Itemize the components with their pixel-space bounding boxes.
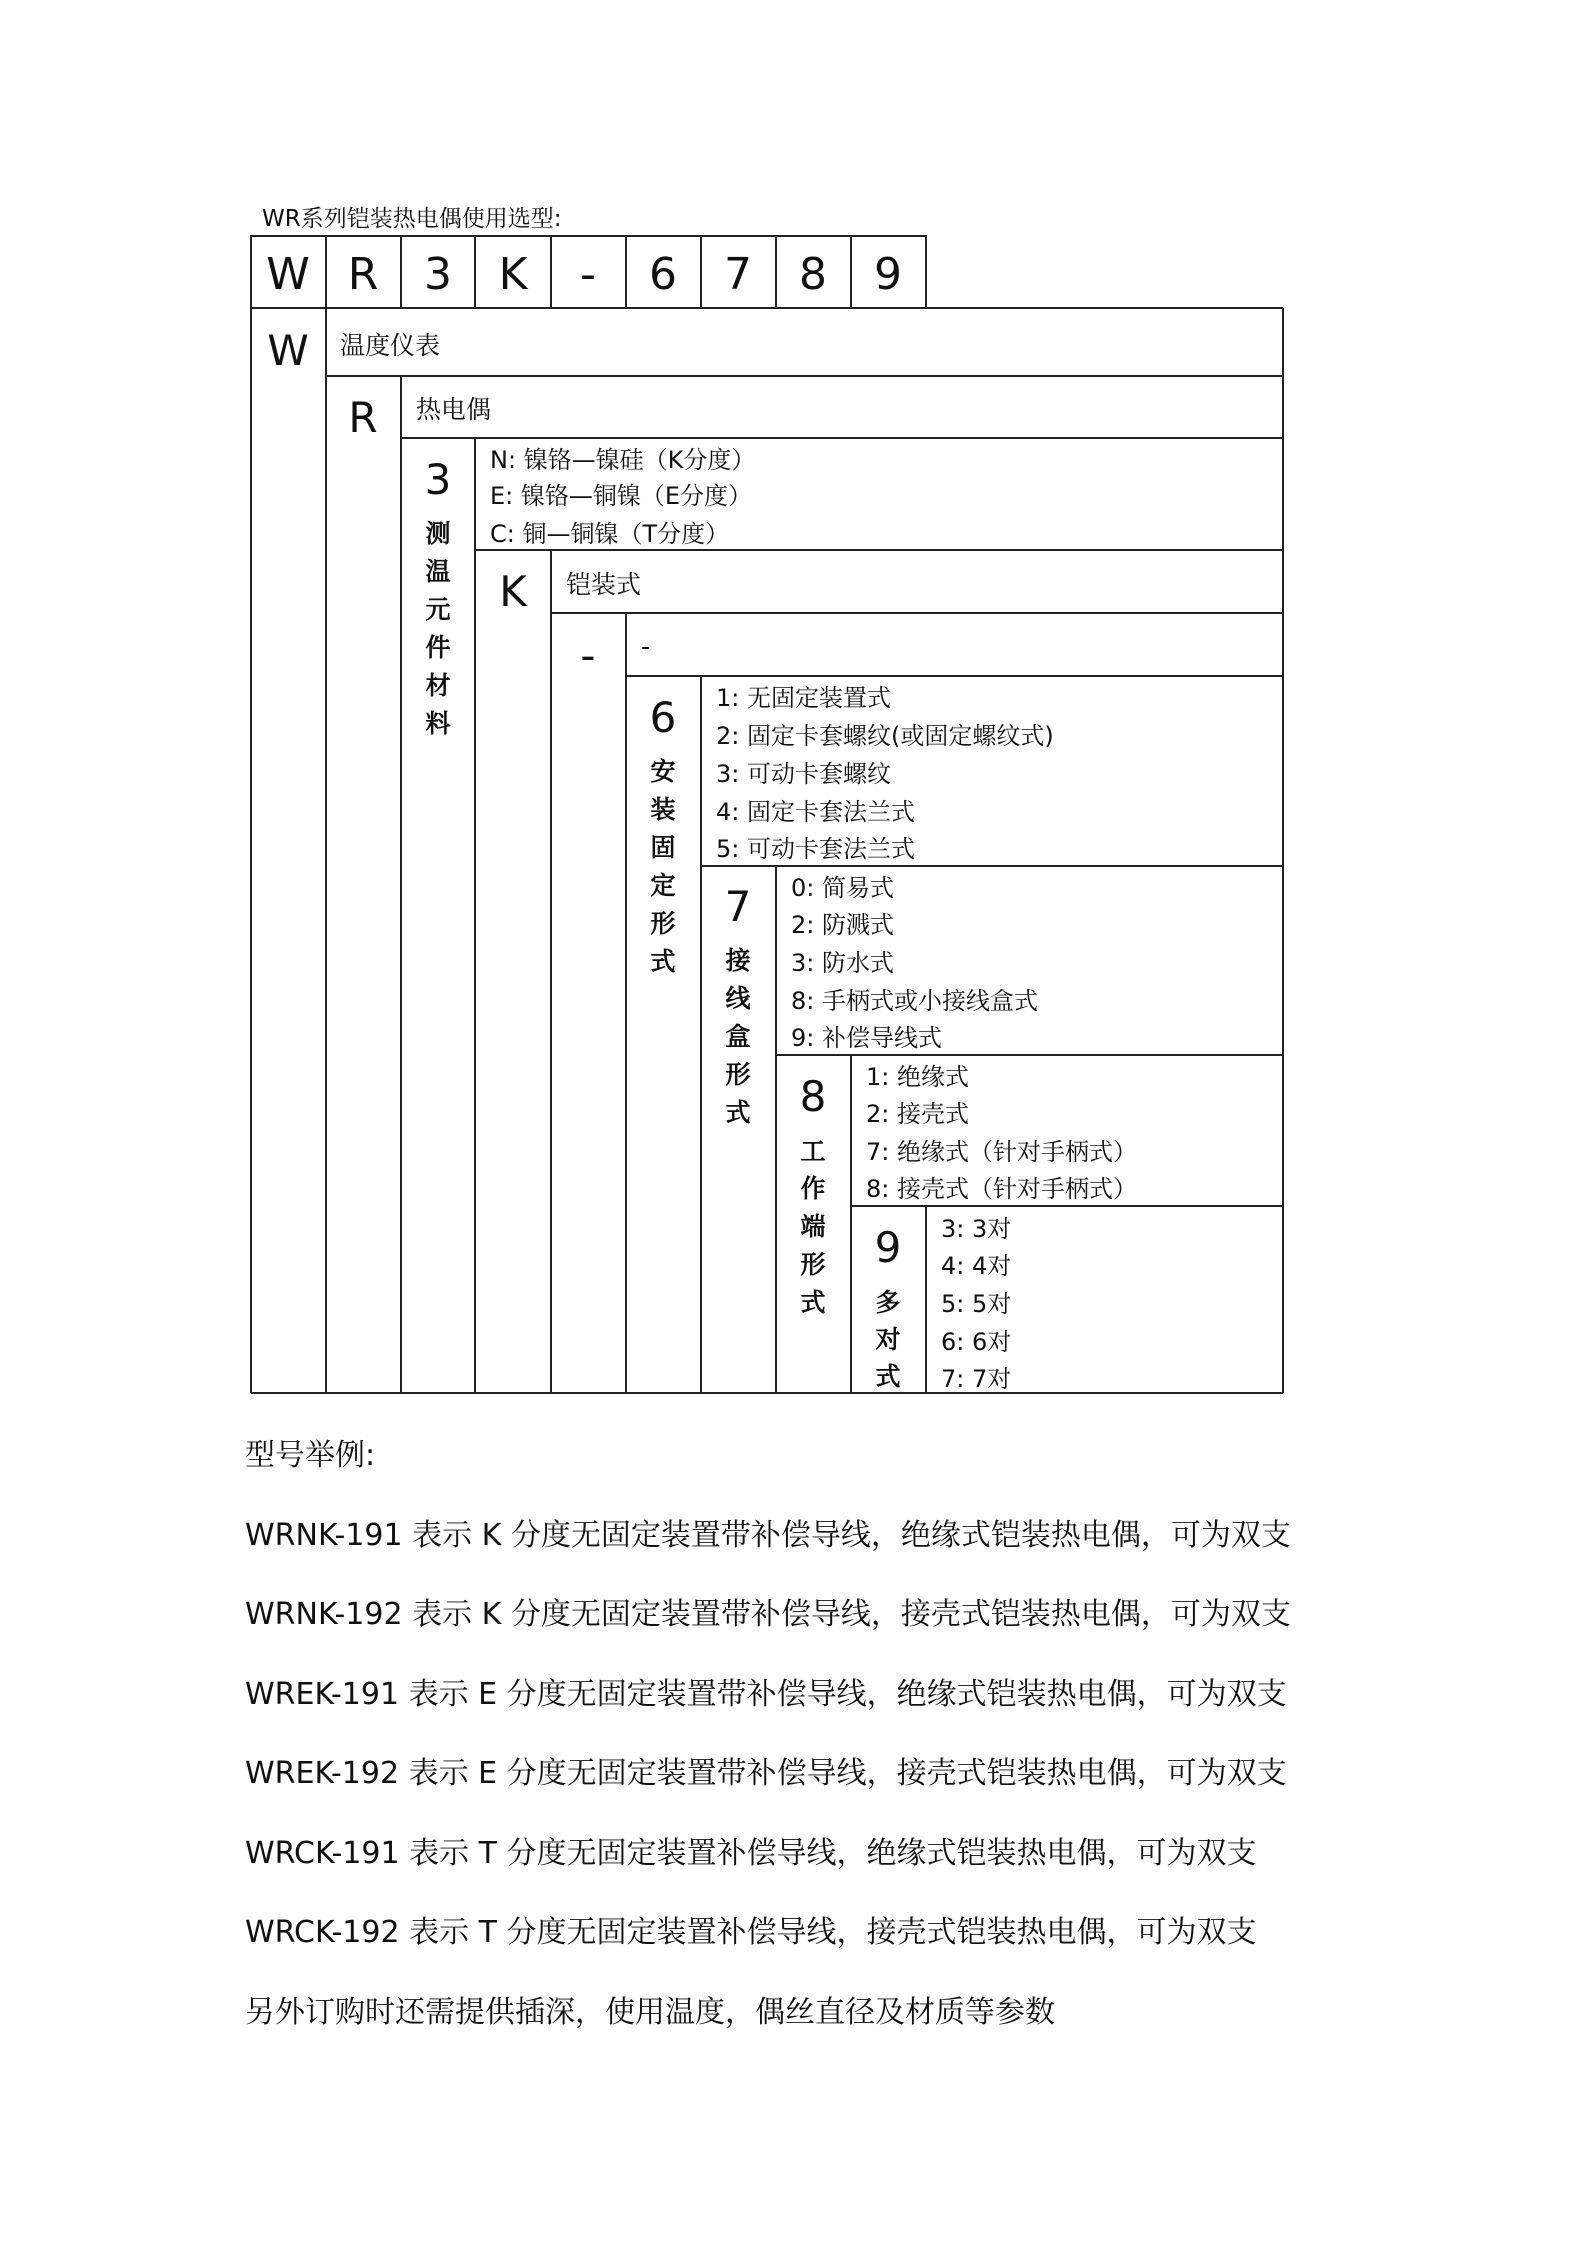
option-9-4: 7: 7对 [941, 1365, 1012, 1393]
level-code-7: 7 [724, 882, 752, 931]
option-9-3: 6: 6对 [941, 1328, 1012, 1356]
option-6-0: 1: 无固定装置式 [716, 684, 891, 712]
level-code-9: 9 [874, 1223, 902, 1272]
level-desc-armored: 铠装式 [566, 570, 642, 599]
option-6-1: 2: 固定卡套螺纹(或固定螺纹式) [716, 722, 1054, 750]
vlabel-6-4: 形 [650, 909, 676, 938]
vlabel-3-1: 温 [425, 557, 451, 586]
level-code-k: K [499, 567, 527, 616]
vlabel-8-1: 作 [800, 1174, 826, 1203]
vlabel-8-3: 形 [800, 1250, 826, 1279]
example-line: WREK-191 表示 E 分度无固定装置带补偿导线，绝缘式铠装热电偶，可为双支 [245, 1676, 1287, 1712]
vlabel-9-0: 多 [875, 1288, 901, 1317]
vlabel-6-5: 式 [650, 947, 676, 976]
option-3-1: E: 镍铬—铜镍（E分度） [490, 482, 753, 510]
vlabel-3-3: 件 [425, 633, 451, 662]
header-code-k: K [498, 249, 528, 300]
level-code-3: 3 [424, 455, 452, 504]
vlabel-8-4: 式 [800, 1288, 826, 1317]
vlabel-6-3: 定 [650, 871, 676, 900]
level-code-dash: - [580, 631, 596, 680]
level-desc-temperature-instrument: 温度仪表 [340, 331, 441, 360]
option-6-2: 3: 可动卡套螺纹 [716, 760, 891, 788]
examples-heading: 型号举例: [245, 1438, 376, 1473]
option-7-3: 8: 手柄式或小接线盒式 [791, 987, 1038, 1015]
example-line: WRCK-191 表示 T 分度无固定装置补偿导线，绝缘式铠装热电偶，可为双支 [245, 1835, 1257, 1871]
vlabel-7-1: 线 [725, 984, 751, 1013]
option-9-2: 5: 5对 [941, 1290, 1012, 1318]
header-code-dash: - [580, 249, 596, 300]
vlabel-7-3: 形 [725, 1060, 751, 1089]
vlabel-7-4: 式 [725, 1098, 751, 1127]
example-line: WRCK-192 表示 T 分度无固定装置补偿导线，接壳式铠装热电偶，可为双支 [245, 1915, 1257, 1950]
option-7-4: 9: 补偿导线式 [791, 1024, 942, 1052]
vlabel-7-2: 盒 [725, 1022, 751, 1051]
option-8-3: 8: 接壳式（针对手柄式） [866, 1175, 1137, 1203]
header-code-6: 6 [649, 249, 677, 300]
option-8-1: 2: 接壳式 [866, 1100, 969, 1128]
level-desc-dash: - [641, 632, 651, 661]
level-code-r: R [348, 393, 378, 442]
option-8-2: 7: 绝缘式（针对手柄式） [866, 1138, 1137, 1166]
option-3-0: N: 镍铬—镍硅（K分度） [490, 446, 756, 474]
header-code-r: R [347, 249, 379, 300]
vlabel-6-1: 装 [650, 795, 676, 824]
vlabel-3-2: 元 [425, 595, 451, 624]
header-code-7: 7 [724, 249, 752, 300]
vlabel-9-1: 对 [875, 1325, 901, 1354]
level-code-w: W [267, 326, 309, 375]
model-examples [245, 1436, 1291, 2072]
diagram-title: WR系列铠装热电偶使用选型: [262, 206, 562, 232]
vlabel-8-2: 端 [800, 1212, 826, 1241]
level-code-6: 6 [649, 693, 677, 742]
ordering-note: 另外订购时还需提供插深，使用温度，偶丝直径及材质等参数 [245, 1994, 1055, 2030]
vlabel-6-2: 固 [650, 833, 676, 862]
option-8-0: 1: 绝缘式 [866, 1063, 969, 1091]
vlabel-7-0: 接 [725, 946, 751, 975]
header-code-w: W [266, 249, 310, 300]
option-6-4: 5: 可动卡套法兰式 [716, 835, 915, 863]
level-code-8: 8 [799, 1072, 827, 1121]
vlabel-6-0: 安 [650, 757, 676, 786]
vlabel-9-2: 式 [875, 1362, 901, 1391]
example-line: WRNK-191 表示 K 分度无固定装置带补偿导线，绝缘式铠装热电偶，可为双支 [245, 1517, 1291, 1553]
option-6-3: 4: 固定卡套法兰式 [716, 798, 915, 826]
option-9-0: 3: 3对 [941, 1215, 1012, 1243]
example-line: WREK-192 表示 E 分度无固定装置带补偿导线，接壳式铠装热电偶，可为双支 [245, 1756, 1287, 1791]
vlabel-8-0: 工 [800, 1137, 826, 1166]
option-7-1: 2: 防溅式 [791, 911, 894, 939]
example-line: WRNK-192 表示 K 分度无固定装置带补偿导线，接壳式铠装热电偶，可为双支 [245, 1597, 1291, 1632]
option-7-0: 0: 简易式 [791, 874, 894, 902]
header-code-9: 9 [874, 249, 902, 300]
level-desc-thermocouple: 热电偶 [416, 395, 492, 424]
vlabel-3-5: 料 [425, 709, 451, 738]
option-7-2: 3: 防水式 [791, 949, 894, 977]
header-code-8: 8 [799, 249, 827, 300]
option-3-2: C: 铜—铜镍（T分度） [490, 520, 730, 548]
option-9-1: 4: 4对 [941, 1252, 1012, 1280]
vlabel-3-0: 测 [425, 519, 451, 548]
vlabel-3-4: 材 [425, 671, 451, 700]
header-code-3: 3 [424, 249, 452, 300]
